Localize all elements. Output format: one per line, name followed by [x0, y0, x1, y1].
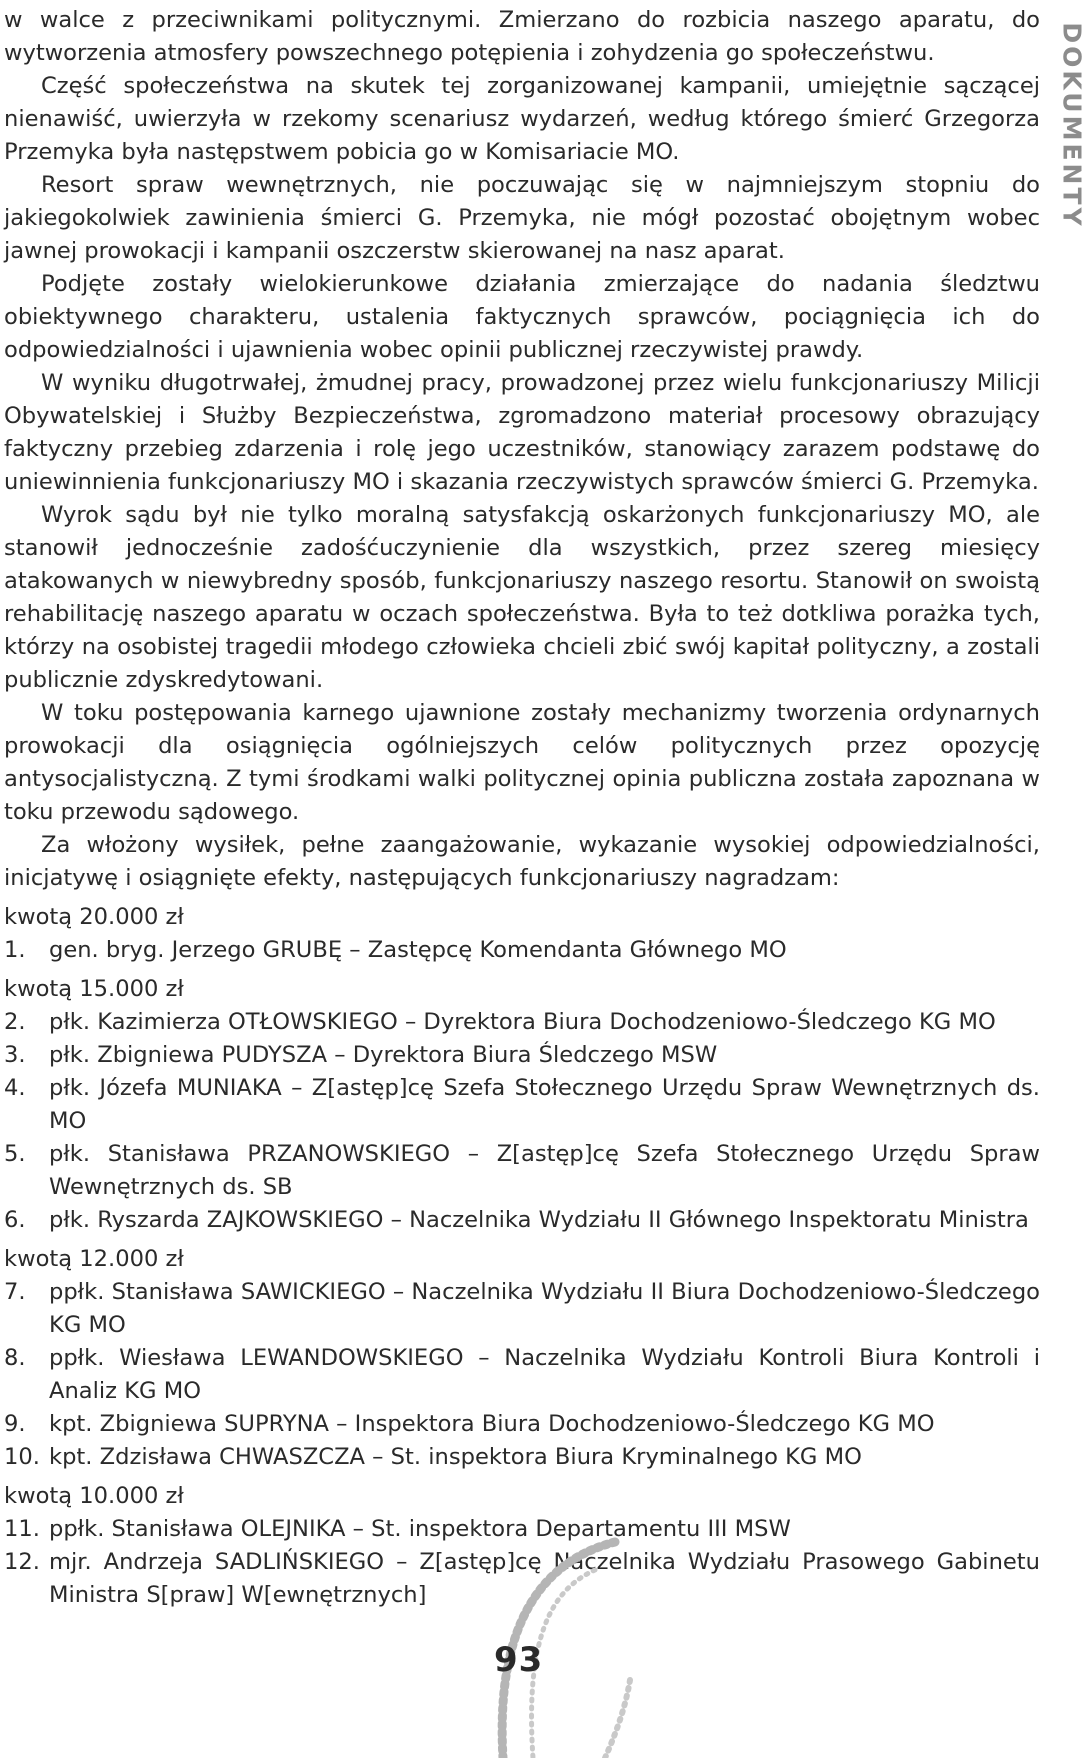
list-text: płk. Józefa MUNIAKA – Z[astęp]cę Szefa Stołecznego Urzędu Spraw Wewnętrznych ds. MO	[49, 1075, 1040, 1134]
list-number: 4.	[4, 1075, 26, 1101]
list-number: 7.	[4, 1279, 26, 1305]
document-body	[4, 4, 1048, 1612]
paragraph: w walce z przeciwnikami politycznymi. Zmierzano do rozbicia naszego aparatu, do wytworzenia atmosfery powszechnego potępienia i zohydzenia go społeczeństwu.	[4, 7, 1048, 66]
award-tier	[4, 901, 1040, 967]
list-number: 3.	[4, 1042, 26, 1068]
award-tier	[4, 973, 1040, 1237]
list-item	[4, 1006, 1040, 1039]
award-list	[4, 934, 1040, 967]
award-amount-label: kwotą 20.000 zł	[4, 904, 184, 930]
list-number: 8.	[4, 1345, 26, 1371]
page-ornament-swirl	[455, 1530, 655, 1758]
award-amount-label: kwotą 10.000 zł	[4, 1483, 184, 1509]
list-text: ppłk. Wiesława LEWANDOWSKIEGO – Naczelnika Wydziału Kontroli Biura Kontroli i Analiz KG MO	[49, 1345, 1040, 1404]
list-item	[4, 1138, 1040, 1204]
paragraph: Podjęte zostały wielokierunkowe działania zmierzające do nadania śledztwu obiektywnego charakteru, ustalenia faktycznych sprawców, pociągnięcia ich do odpowiedzialności i ujawnienia wobec opinii publicznej rzeczywistej prawdy.	[4, 271, 1048, 363]
paragraph: Resort spraw wewnętrznych, nie poczuwając się w najmniejszym stopniu do jakiegokolwiek zawinienia śmierci G. Przemyka, nie mógł pozostać obojętnym wobec jawnej prowokacji i kampanii oszczerstw skierowanej na nasz aparat.	[4, 172, 1048, 264]
list-text: płk. Ryszarda ZAJKOWSKIEGO – Naczelnika Wydziału II Głównego Inspektoratu Ministra	[49, 1207, 1029, 1233]
award-amount-label: kwotą 12.000 zł	[4, 1246, 184, 1272]
list-text: kpt. Zdzisława CHWASZCZA – St. inspektora Biura Kryminalnego KG MO	[49, 1444, 862, 1470]
award-amount-label: kwotą 15.000 zł	[4, 976, 184, 1002]
list-item	[4, 1342, 1040, 1408]
list-item	[4, 1072, 1040, 1138]
list-number: 12.	[4, 1549, 40, 1575]
list-text: ppłk. Stanisława SAWICKIEGO – Naczelnika Wydziału II Biura Dochodzeniowo-Śledczego KG MO	[49, 1279, 1040, 1338]
list-text: mjr. Andrzeja SADLIŃSKIEGO – Z[astęp]cę Naczelnika Wydziału Prasowego Gabinetu Ministra S[praw] W[ewnętrznych]	[49, 1549, 1040, 1608]
section-label	[1057, 20, 1087, 230]
award-list	[4, 1276, 1040, 1474]
list-text: płk. Zbigniewa PUDYSZA – Dyrektora Biura Śledczego MSW	[49, 1042, 718, 1068]
list-item	[4, 1408, 1040, 1441]
list-number: 2.	[4, 1009, 26, 1035]
paragraph: Za włożony wysiłek, pełne zaangażowanie, wykazanie wysokiej odpowiedzialności, inicjatywę i osiągnięte efekty, następujących funkcjonariuszy nagradzam:	[4, 832, 1048, 891]
list-number: 5.	[4, 1141, 26, 1167]
list-item	[4, 1039, 1040, 1072]
list-text: płk. Stanisława PRZANOWSKIEGO – Z[astęp]cę Szefa Stołecznego Urzędu Spraw Wewnętrznych ds. SB	[49, 1141, 1040, 1200]
paragraph: Część społeczeństwa na skutek tej zorganizowanej kampanii, umiejętnie sączącej nienawiść, uwierzyła w rzekomy scenariusz wydarzeń, według którego śmierć Grzegorza Przemyka była następstwem pobicia go w Komisariacie MO.	[4, 73, 1048, 165]
paragraph: W wyniku długotrwałej, żmudnej pracy, prowadzonej przez wielu funkcjonariuszy Milicji Obywatelskiej i Służby Bezpieczeństwa, zgromadzono materiał procesowy obrazujący faktyczny przebieg zdarzenia i rolę jego uczestników, stanowiący zarazem podstawę do uniewinnienia funkcjonariuszy MO i skazania rzeczywistych sprawców śmierci G. Przemyka.	[4, 370, 1048, 495]
list-number: 11.	[4, 1516, 40, 1542]
list-number: 10.	[4, 1444, 40, 1470]
list-text: płk. Kazimierza OTŁOWSKIEGO – Dyrektora Biura Dochodzeniowo-Śledczego KG MO	[49, 1009, 996, 1035]
award-tier	[4, 1243, 1040, 1474]
list-item	[4, 934, 1040, 967]
paragraph: Wyrok sądu był nie tylko moralną satysfakcją oskarżonych funkcjonariuszy MO, ale stanowił jednocześnie zadośćuczynienie dla wszystkich, przez szereg miesięcy atakowanych w niewybredny sposób, funkcjonariuszy naszego resortu. Stanowił on swoistą rehabilitację naszego aparatu w oczach społeczeństwa. Była to też dotkliwa porażka tych, którzy na osobistej tragedii młodego człowieka chcieli zbić swój kapitał polityczny, a zostali publicznie zdyskredytowani.	[4, 502, 1048, 693]
page-number: 93	[494, 1640, 544, 1680]
list-item	[4, 1276, 1040, 1342]
list-text: kpt. Zbigniewa SUPRYNA – Inspektora Biura Dochodzeniowo-Śledczego KG MO	[49, 1411, 935, 1437]
list-item	[4, 1204, 1040, 1237]
paragraph: W toku postępowania karnego ujawnione zostały mechanizmy tworzenia ordynarnych prowokacji dla osiągnięcia ogólniejszych celów politycznych przez opozycję antysocjalistyczną. Z tymi środkami walki politycznej opinia publiczna została zapoznana w toku przewodu sądowego.	[4, 700, 1048, 825]
ornament-arc-right	[605, 1680, 630, 1758]
list-number: 6.	[4, 1207, 26, 1233]
list-number: 1.	[4, 937, 26, 963]
list-text: gen. bryg. Jerzego GRUBĘ – Zastępcę Komendanta Głównego MO	[49, 937, 787, 963]
list-number: 9.	[4, 1411, 26, 1437]
award-list	[4, 1006, 1040, 1237]
section-label-text: DOKUMENTY	[1057, 21, 1087, 229]
list-text: ppłk. Stanisława OLEJNIKA – St. inspektora Departamentu III MSW	[49, 1516, 791, 1542]
list-item	[4, 1441, 1040, 1474]
